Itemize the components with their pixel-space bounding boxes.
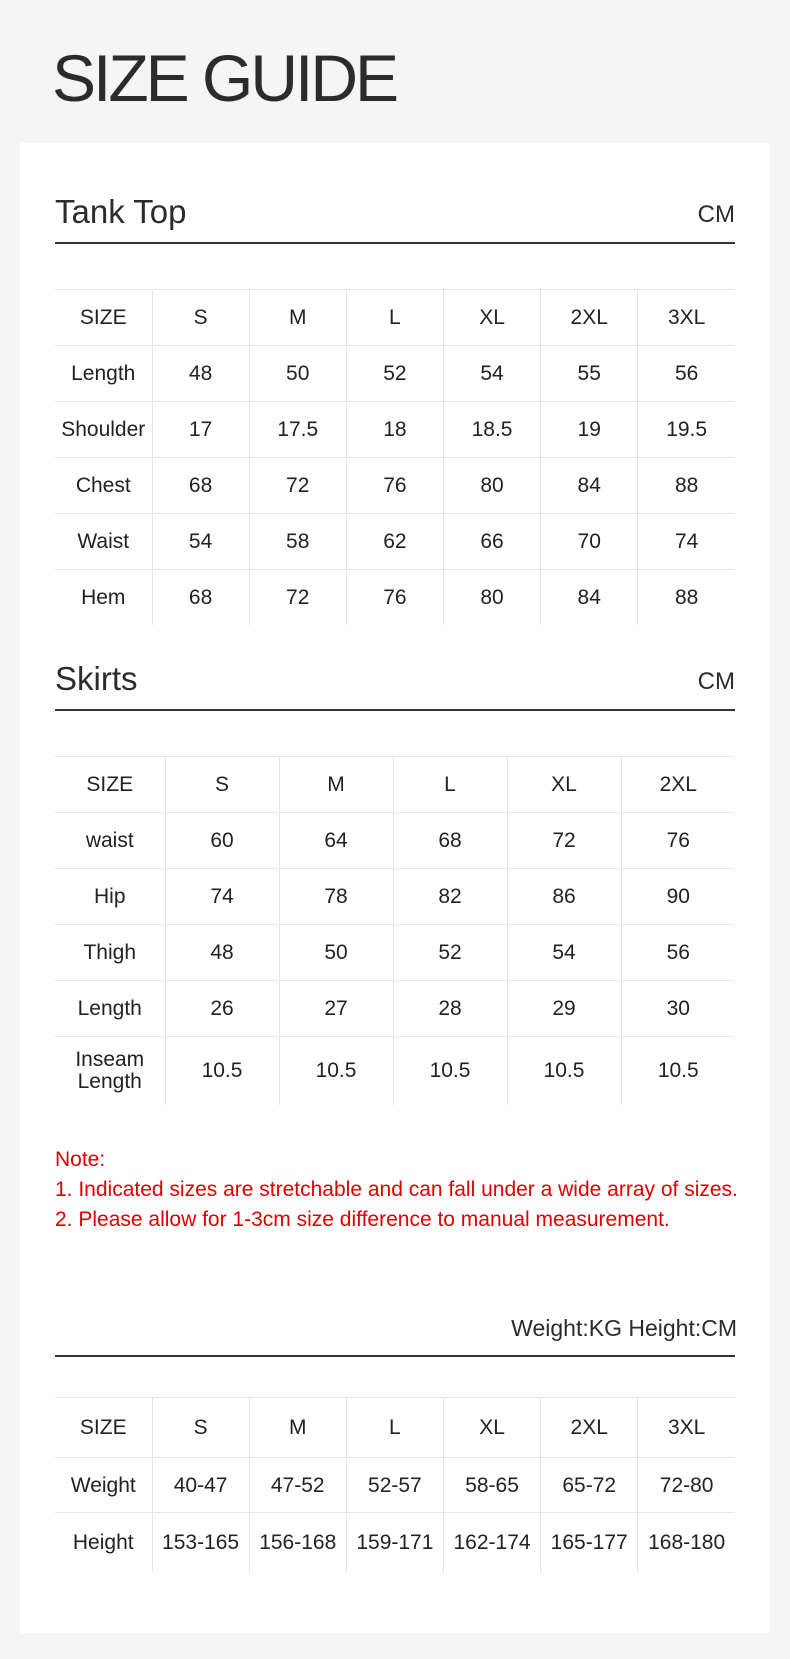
size-header-cell: SIZE (55, 1398, 152, 1458)
skirts-row (55, 981, 735, 1037)
measurement-value: 47-52 (249, 1458, 346, 1513)
measurement-value: 162-174 (443, 1513, 540, 1573)
skirts-row (55, 813, 735, 869)
measurement-value: 80 (443, 458, 540, 514)
skirts-row (55, 925, 735, 981)
measurement-label: Height (55, 1513, 152, 1573)
skirts-header (55, 643, 735, 711)
measurement-value: 26 (165, 981, 279, 1037)
measurement-value: 76 (346, 458, 443, 514)
size-column-header: S (152, 1398, 249, 1458)
measurement-value: 153-165 (152, 1513, 249, 1573)
measurement-value: 17.5 (249, 402, 346, 458)
size-column-header: M (249, 290, 346, 346)
measurement-value: 56 (621, 925, 735, 981)
skirts-title: Skirts (55, 660, 138, 697)
measurement-value: 62 (346, 514, 443, 570)
measurement-value: 58-65 (443, 1458, 540, 1513)
recommend-row (55, 1513, 735, 1573)
measurement-value: 54 (152, 514, 249, 570)
measurement-value: 156-168 (249, 1513, 346, 1573)
measurement-value: 58 (249, 514, 346, 570)
measurement-value: 84 (541, 570, 638, 625)
measurement-label: Weight (55, 1458, 152, 1513)
measurement-value: 17 (152, 402, 249, 458)
measurement-value: 68 (152, 570, 249, 625)
measurement-value: 72-80 (638, 1458, 735, 1513)
measurement-value: 50 (279, 925, 393, 981)
note-line-1: 1. Indicated sizes are stretchable and can fall under a wide array of sizes. (55, 1178, 738, 1201)
note-line-2: 2. Please allow for 1-3cm size difference to manual measurement. (55, 1208, 670, 1231)
skirts-row (55, 869, 735, 925)
measurement-label: Length (55, 346, 152, 402)
size-column-header: L (346, 290, 443, 346)
measurement-value: 68 (152, 458, 249, 514)
size-column-header: L (346, 1398, 443, 1458)
measurement-value: 76 (346, 570, 443, 625)
measurement-value: 54 (507, 925, 621, 981)
measurement-value: 10.5 (621, 1037, 735, 1105)
page-title: SIZE GUIDE (52, 41, 397, 115)
size-column-header: XL (443, 1398, 540, 1458)
measurement-label: Waist (55, 514, 152, 570)
measurement-value: 76 (621, 813, 735, 869)
size-column-header: M (279, 757, 393, 813)
measurement-value: 55 (541, 346, 638, 402)
size-column-header: 2XL (541, 1398, 638, 1458)
tank_top-row (55, 458, 735, 514)
measurement-value: 72 (249, 458, 346, 514)
size-header-cell: SIZE (55, 757, 165, 813)
measurement-value: 159-171 (346, 1513, 443, 1573)
skirts-unit: CM (697, 668, 735, 695)
tank-top-unit: CM (697, 201, 735, 228)
measurement-value: 40-47 (152, 1458, 249, 1513)
measurement-value: 10.5 (279, 1037, 393, 1105)
size-column-header: XL (443, 290, 540, 346)
measurement-value: 10.5 (393, 1037, 507, 1105)
tank_top-header-row (55, 290, 735, 346)
size-guide-card (20, 143, 770, 1633)
measurement-value: 74 (638, 514, 735, 570)
tank_top-row (55, 514, 735, 570)
measurement-value: 80 (443, 570, 540, 625)
measurement-label: Hem (55, 570, 152, 625)
size-column-header: 2XL (541, 290, 638, 346)
size-column-header: XL (507, 757, 621, 813)
measurement-value: 29 (507, 981, 621, 1037)
measurement-value: 72 (507, 813, 621, 869)
measurement-value: 52-57 (346, 1458, 443, 1513)
measurement-value: 30 (621, 981, 735, 1037)
note-label: Note: (55, 1148, 106, 1171)
tank_top-row (55, 346, 735, 402)
measurement-value: 82 (393, 869, 507, 925)
tank-top-table (55, 289, 735, 625)
tank_top-row (55, 570, 735, 625)
measurement-value: 27 (279, 981, 393, 1037)
measurement-value: 28 (393, 981, 507, 1037)
measurement-value: 88 (638, 570, 735, 625)
recommend-unit: Weight:KG Height:CM (511, 1315, 737, 1341)
measurement-value: 18 (346, 402, 443, 458)
measurement-value: 168-180 (638, 1513, 735, 1573)
measurement-value: 72 (249, 570, 346, 625)
tank-top-title: Tank Top (55, 193, 187, 230)
size-column-header: 2XL (621, 757, 735, 813)
measurement-label: Length (55, 981, 165, 1037)
measurement-value: 19.5 (638, 402, 735, 458)
measurement-value: 56 (638, 346, 735, 402)
measurement-value: 78 (279, 869, 393, 925)
measurement-value: 66 (443, 514, 540, 570)
skirts-row (55, 1037, 735, 1105)
size-column-header: M (249, 1398, 346, 1458)
recommend-header (55, 1303, 735, 1357)
measurement-value: 54 (443, 346, 540, 402)
size-column-header: S (152, 290, 249, 346)
measurement-value: 19 (541, 402, 638, 458)
skirts-table (55, 756, 735, 1105)
size-column-header: 3XL (638, 290, 735, 346)
measurement-label: Inseam Length (55, 1037, 165, 1105)
measurement-value: 18.5 (443, 402, 540, 458)
measurement-value: 60 (165, 813, 279, 869)
recommend-table (55, 1397, 735, 1573)
tank_top-row (55, 402, 735, 458)
size-column-header: 3XL (638, 1398, 735, 1458)
measurement-value: 52 (393, 925, 507, 981)
skirts-header-row (55, 757, 735, 813)
tank-top-header (55, 188, 735, 244)
measurement-value: 88 (638, 458, 735, 514)
measurement-value: 64 (279, 813, 393, 869)
recommend-header-row (55, 1398, 735, 1458)
measurement-value: 90 (621, 869, 735, 925)
size-column-header: L (393, 757, 507, 813)
measurement-value: 70 (541, 514, 638, 570)
measurement-value: 65-72 (541, 1458, 638, 1513)
measurement-value: 74 (165, 869, 279, 925)
measurement-value: 50 (249, 346, 346, 402)
measurement-value: 48 (152, 346, 249, 402)
measurement-label: Thigh (55, 925, 165, 981)
measurement-label: waist (55, 813, 165, 869)
measurement-value: 52 (346, 346, 443, 402)
measurement-label: Chest (55, 458, 152, 514)
measurement-value: 10.5 (507, 1037, 621, 1105)
note-block (55, 1145, 738, 1235)
measurement-value: 48 (165, 925, 279, 981)
measurement-label: Hip (55, 869, 165, 925)
recommend-row (55, 1458, 735, 1513)
measurement-value: 10.5 (165, 1037, 279, 1105)
size-header-cell: SIZE (55, 290, 152, 346)
size-column-header: S (165, 757, 279, 813)
measurement-value: 68 (393, 813, 507, 869)
measurement-value: 84 (541, 458, 638, 514)
measurement-value: 165-177 (541, 1513, 638, 1573)
measurement-label: Shoulder (55, 402, 152, 458)
measurement-value: 86 (507, 869, 621, 925)
